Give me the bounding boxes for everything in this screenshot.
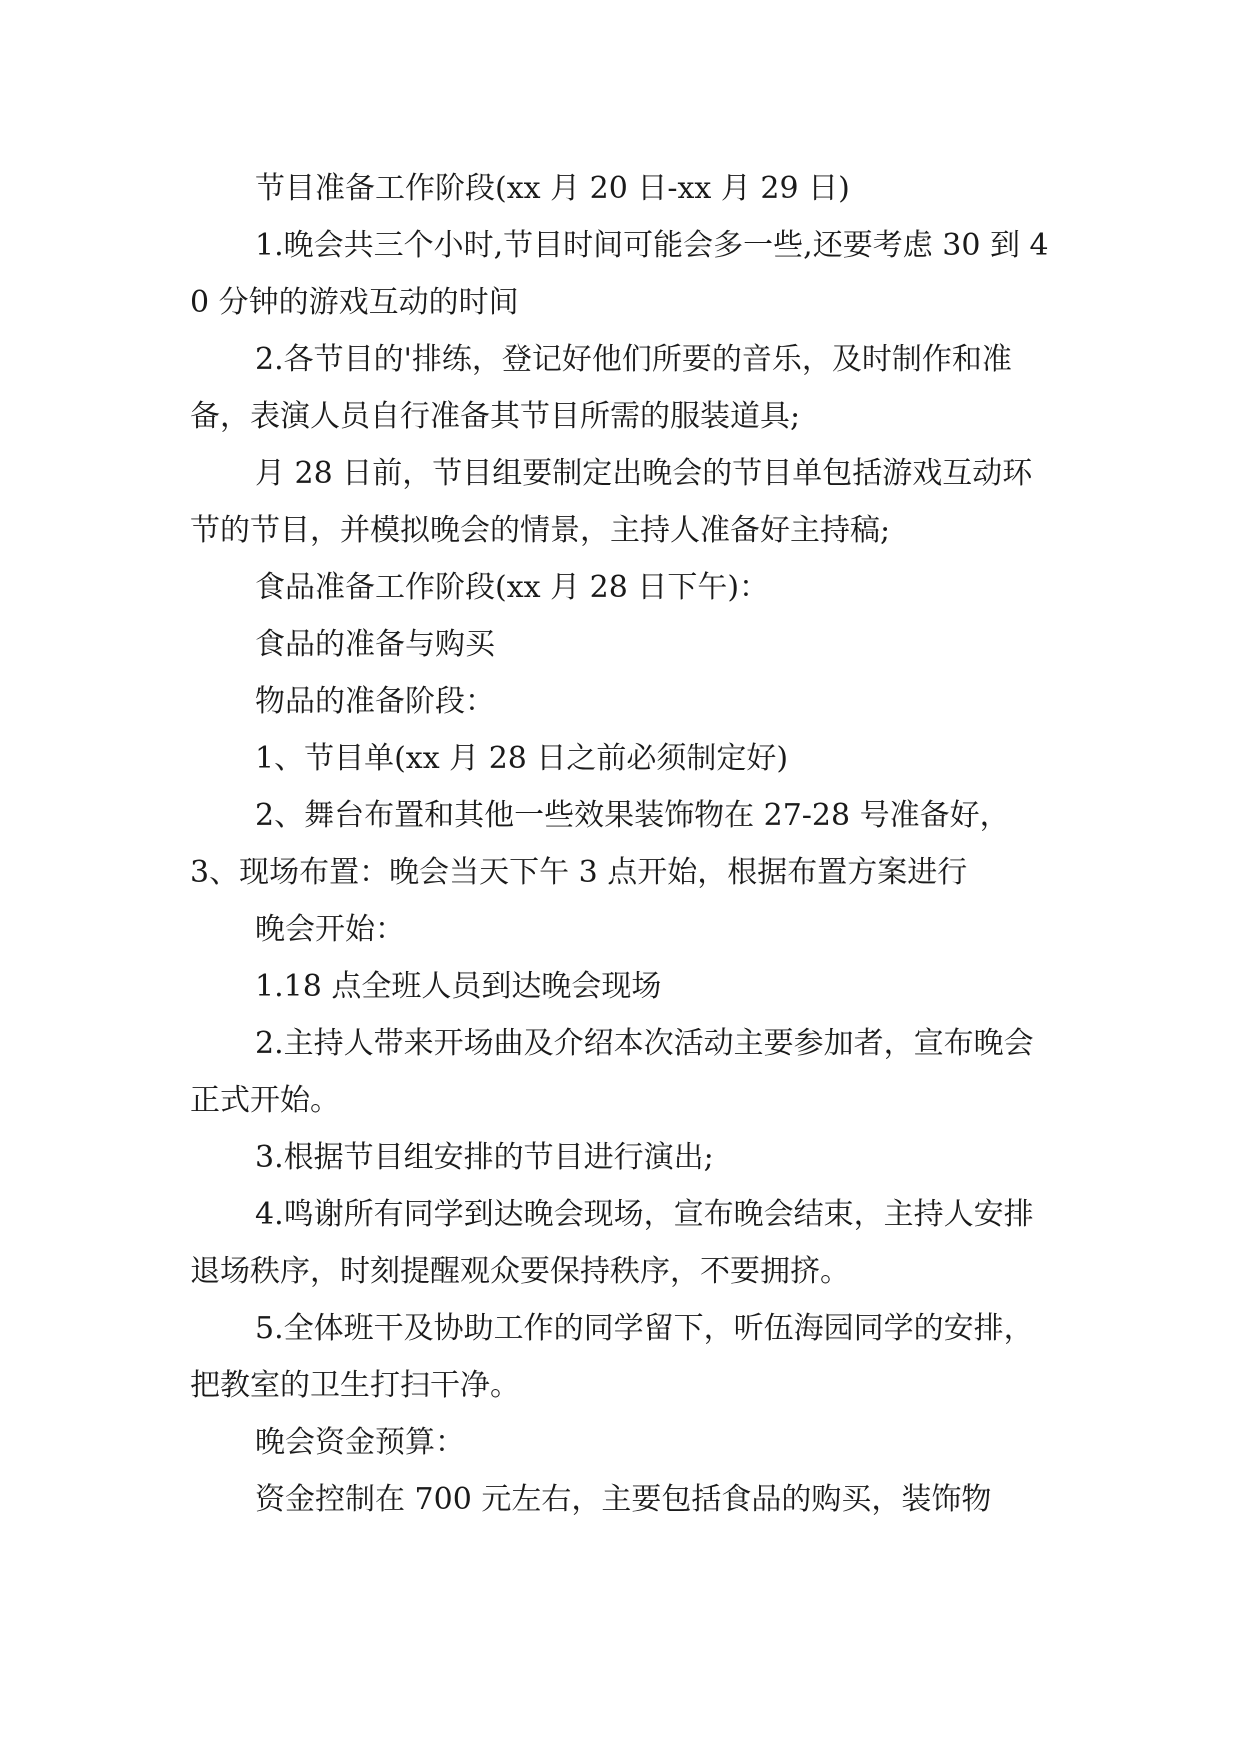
document-body [190, 160, 1060, 1528]
paragraph-program-prep-stage: 节目准备工作阶段(xx 月 20 日-xx 月 29 日) [255, 171, 850, 206]
paragraph-items-1-program-list: 1、节目单(xx 月 28 日之前必须制定好) [255, 741, 789, 776]
paragraph-start-5-cleanup: 5.全体班干及协助工作的同学留下，听伍海园同学的安排，把教室的卫生打扫干净。 [190, 1311, 1034, 1403]
paragraph-start-3-performance: 3.根据节目组安排的节目进行演出; [255, 1140, 714, 1175]
paragraph-start-4-closing: 4.鸣谢所有同学到达晚会现场，宣布晚会结束，主持人安排退场秩序，时刻提醒观众要保持秩序，不要拥挤。 [190, 1197, 1034, 1289]
paragraph-item-2-rehearsal: 2.各节目的'排练，登记好他们所要的音乐，及时制作和准备，表演人员自行准备其节目所需的服装道具; [190, 342, 1012, 434]
paragraph-start-2-host-opening: 2.主持人带来开场曲及介绍本次活动主要参加者，宣布晚会正式开始。 [190, 1026, 1034, 1118]
paragraph-food-purchase: 食品的准备与购买 [255, 627, 495, 662]
paragraph-items-3-venue-setup: 3、现场布置：晚会当天下午 3 点开始，根据布置方案进行 [190, 855, 968, 890]
paragraph-party-start: 晚会开始： [255, 912, 405, 947]
paragraph-budget-heading: 晚会资金预算： [255, 1425, 465, 1460]
paragraph-items-2-stage-decor: 2、舞台布置和其他一些效果装饰物在 27-28 号准备好， [255, 798, 1010, 833]
paragraph-program-list-deadline: 月 28 日前，节目组要制定出晚会的节目单包括游戏互动环节的节目，并模拟晚会的情景，主持人准备好主持稿; [190, 456, 1033, 548]
paragraph-start-1-arrival: 1.18 点全班人员到达晚会现场 [255, 969, 662, 1004]
paragraph-food-prep-stage: 食品准备工作阶段(xx 月 28 日下午)： [255, 570, 770, 605]
paragraph-budget-detail: 资金控制在 700 元左右，主要包括食品的购买，装饰物 [255, 1482, 992, 1517]
paragraph-item-1-duration: 1.晚会共三个小时,节目时间可能会多一些,还要考虑 30 到 40 分钟的游戏互动的时间 [190, 228, 1049, 320]
paragraph-items-prep-stage: 物品的准备阶段： [255, 684, 495, 719]
